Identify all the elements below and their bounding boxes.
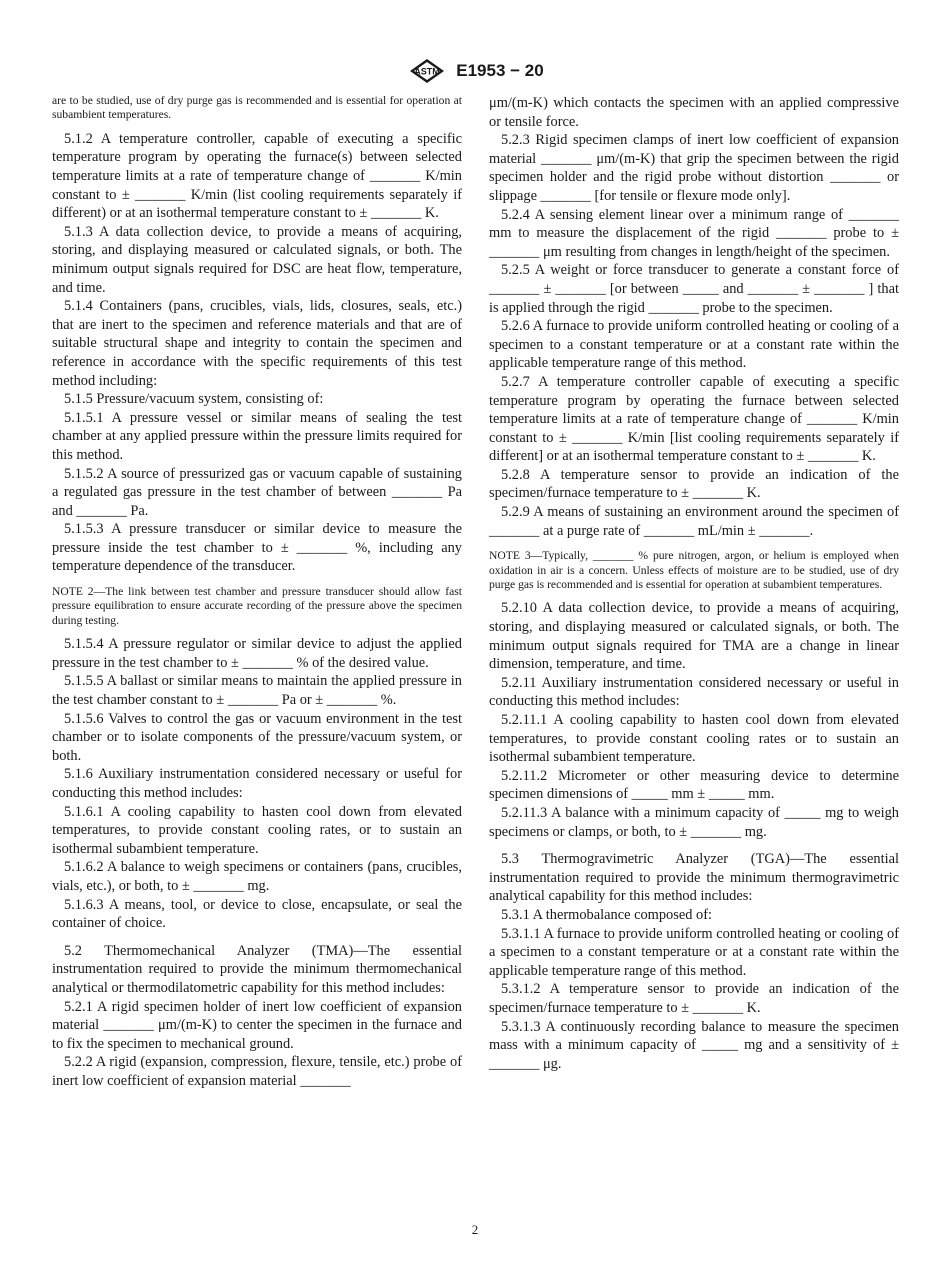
para-5-1-6-2: 5.1.6.2 A balance to weigh specimens or containers (pans, crucibles, vials, etc.), or both, to ± _______ mg.	[52, 859, 462, 894]
para-5-1-5-4: 5.1.5.4 A pressure regulator or similar device to adjust the applied pressure in the test chamber to ± _______ % of the desired value.	[52, 636, 462, 671]
para-5-2-3: 5.2.3 Rigid specimen clamps of inert low coefficient of expansion material _______ μm/(m-K) that grip the specimen between the rigid specimen holder and the rigid probe without distortion _______ or slippage _______ [for tensile or flexure mode only].	[489, 132, 899, 204]
right-column	[489, 94, 899, 1073]
svg-text:ASTM: ASTM	[414, 66, 441, 77]
para-5-2-7: 5.2.7 A temperature controller capable of executing a specific temperature program by operating the furnace between selected temperature limits at a rate of temperature change of _______ K/min constant to ± _______ K/min [list cooling requirements separately if different] or at an isothermal temperature constant to ± _______ K.	[489, 373, 899, 465]
para-5-1-2: 5.1.2 A temperature controller, capable of executing a specific temperature program by operating the furnace(s) between selected temperature limits at a rate of temperature change of _______ K/min constant to ± _______ K/min (list cooling requirements separately if different) or at an isothermal temperature constant to ± _______ K.	[52, 130, 462, 222]
para-5-2-2-continued: μm/(m-K) which contacts the specimen with an applied compressive or tensile force.	[489, 95, 899, 130]
page-header	[0, 56, 950, 86]
note-2: NOTE 2—The link between test chamber and pressure transducer should allow fast pressure equilibration to ensure accurate recording of the pressure above the specimen during testing.	[52, 585, 462, 627]
para-5-3-1-1: 5.3.1.1 A furnace to provide uniform controlled heating or cooling of a specimen to a constant temperature or at a constant rate within the applicable temperature range of this method.	[489, 925, 899, 979]
note-1-continued: are to be studied, use of dry purge gas is recommended and is essential for operation at subambient temperatures.	[52, 94, 462, 122]
para-5-2-10: 5.2.10 A data collection device, to provide a means of acquiring, storing, and displaying measured or calculated signals, or both. The minimum output signals required for TMA are a change in linear dimension, temperature, and time.	[489, 600, 899, 673]
para-5-2-9: 5.2.9 A means of sustaining an environment around the specimen of _______ at a purge rate of _______ mL/min ± _______.	[489, 504, 899, 539]
para-5-2-4: 5.2.4 A sensing element linear over a minimum range of _______ mm to measure the displacement of the rigid _______ probe to ± _______ μm resulting from changes in length/height of the specimen.	[489, 206, 899, 260]
para-5-1-5-2: 5.1.5.2 A source of pressurized gas or vacuum capable of sustaining a regulated gas pressure in the test chamber of between _______ Pa and _______ Pa.	[52, 465, 462, 519]
para-5-2-5: 5.2.5 A weight or force transducer to generate a constant force of _______ ± _______ [or between _____ and _______ ± _______ ] that is applied through the rigid _______ probe to the specimen.	[489, 262, 899, 316]
para-5-3-1: 5.3.1 A thermobalance composed of:	[501, 906, 713, 923]
para-5-1-6: 5.1.6 Auxiliary instrumentation considered necessary or useful for conducting this method includes:	[52, 766, 462, 802]
left-column	[52, 94, 462, 1091]
para-5-2: 5.2 Thermomechanical Analyzer (TMA)—The essential instrumentation required to provide the minimum thermomechanical analytical or thermodilatometric capability for this method includes:	[52, 942, 462, 996]
page-number: 2	[471, 1222, 479, 1237]
para-5-1-6-3: 5.1.6.3 A means, tool, or device to close, encapsulate, or seal the container of choice.	[52, 896, 462, 932]
para-5-1-5-5: 5.1.5.5 A ballast or similar means to maintain the applied pressure in the test chamber constant to ± _______ Pa or ± _______ %.	[52, 673, 462, 709]
para-5-2-11-1: 5.2.11.1 A cooling capability to hasten cool down from elevated temperatures, to provide constant cooling rates or to sustain an isothermal subambient temperature.	[489, 712, 899, 766]
para-5-1-4: 5.1.4 Containers (pans, crucibles, vials, lids, closures, seals, etc.) that are inert to the specimen and reference materials and that are of suitable structural shape and integrity to contain the specimen and reference in accordance with the specific requirements of this test method including:	[52, 298, 462, 389]
para-5-2-1: 5.2.1 A rigid specimen holder of inert low coefficient of expansion material _______ μm/(m-K) to center the specimen in the furnace and to fix the specimen to mechanical ground.	[52, 998, 462, 1052]
para-5-2-2: 5.2.2 A rigid (expansion, compression, flexure, tensile, etc.) probe of inert low coefficient of expansion material _______	[52, 1054, 462, 1089]
para-5-1-5-1: 5.1.5.1 A pressure vessel or similar means of sealing the test chamber at any applied pressure within the pressure limits required for this method.	[52, 409, 462, 463]
para-5-1-6-1: 5.1.6.1 A cooling capability to hasten cool down from elevated temperatures, to provide constant cooling rates, or to sustain an isothermal subambient temperature.	[52, 803, 462, 857]
para-5-1-5-3: 5.1.5.3 A pressure transducer or similar device to measure the pressure inside the test chamber to ± _______ %, including any temperature dependence of the transducer.	[52, 521, 462, 575]
para-5-1-3: 5.1.3 A data collection device, to provide a means of acquiring, storing, and displaying measured or calculated signals, or both. The minimum output signals required for DSC are heat flow, temperature, and time.	[52, 223, 462, 296]
para-5-3-1-3: 5.3.1.3 A continuously recording balance to measure the specimen mass with a minimum capacity of _____ mg and a sensitivity of ± _______ μg.	[489, 1018, 899, 1072]
para-5-3-1-2: 5.3.1.2 A temperature sensor to provide an indication of the specimen/furnace temperature to ± _______ K.	[489, 981, 899, 1016]
astm-logo-icon	[406, 58, 448, 84]
para-5-3: 5.3 Thermogravimetric Analyzer (TGA)—The essential instrumentation required to provide the minimum thermogravimetric analytical capability for this method includes:	[489, 851, 899, 905]
para-5-1-5-6: 5.1.5.6 Valves to control the gas or vacuum environment in the test chamber or to isolate components of the pressure/vacuum system, or both.	[52, 710, 462, 764]
note-3: NOTE 3—Typically, _______ % pure nitrogen, argon, or helium is employed when oxidation in air is a concern. Unless effects of moisture are to be studied, use of dry purge gas is recommended and is essential for operation at subambient temperatures.	[489, 549, 899, 592]
para-5-2-8: 5.2.8 A temperature sensor to provide an indication of the specimen/furnace temperature to ± _______ K.	[489, 466, 899, 502]
para-5-2-11-3: 5.2.11.3 A balance with a minimum capacity of _____ mg to weigh specimens or clamps, or both, to ± _______ mg.	[489, 805, 899, 840]
para-5-1-5: 5.1.5 Pressure/vacuum system, consisting of:	[64, 391, 324, 408]
para-5-2-11-2: 5.2.11.2 Micrometer or other measuring device to determine specimen dimensions of _____ mm ± _____ mm.	[489, 767, 899, 803]
standard-designation: E1953 − 20	[456, 61, 544, 80]
para-5-2-11: 5.2.11 Auxiliary instrumentation considered necessary or useful in conducting this method includes:	[489, 674, 899, 710]
para-5-2-6: 5.2.6 A furnace to provide uniform controlled heating or cooling of a specimen to a constant temperature or at a constant rate within the applicable temperature range of this method.	[489, 318, 899, 372]
